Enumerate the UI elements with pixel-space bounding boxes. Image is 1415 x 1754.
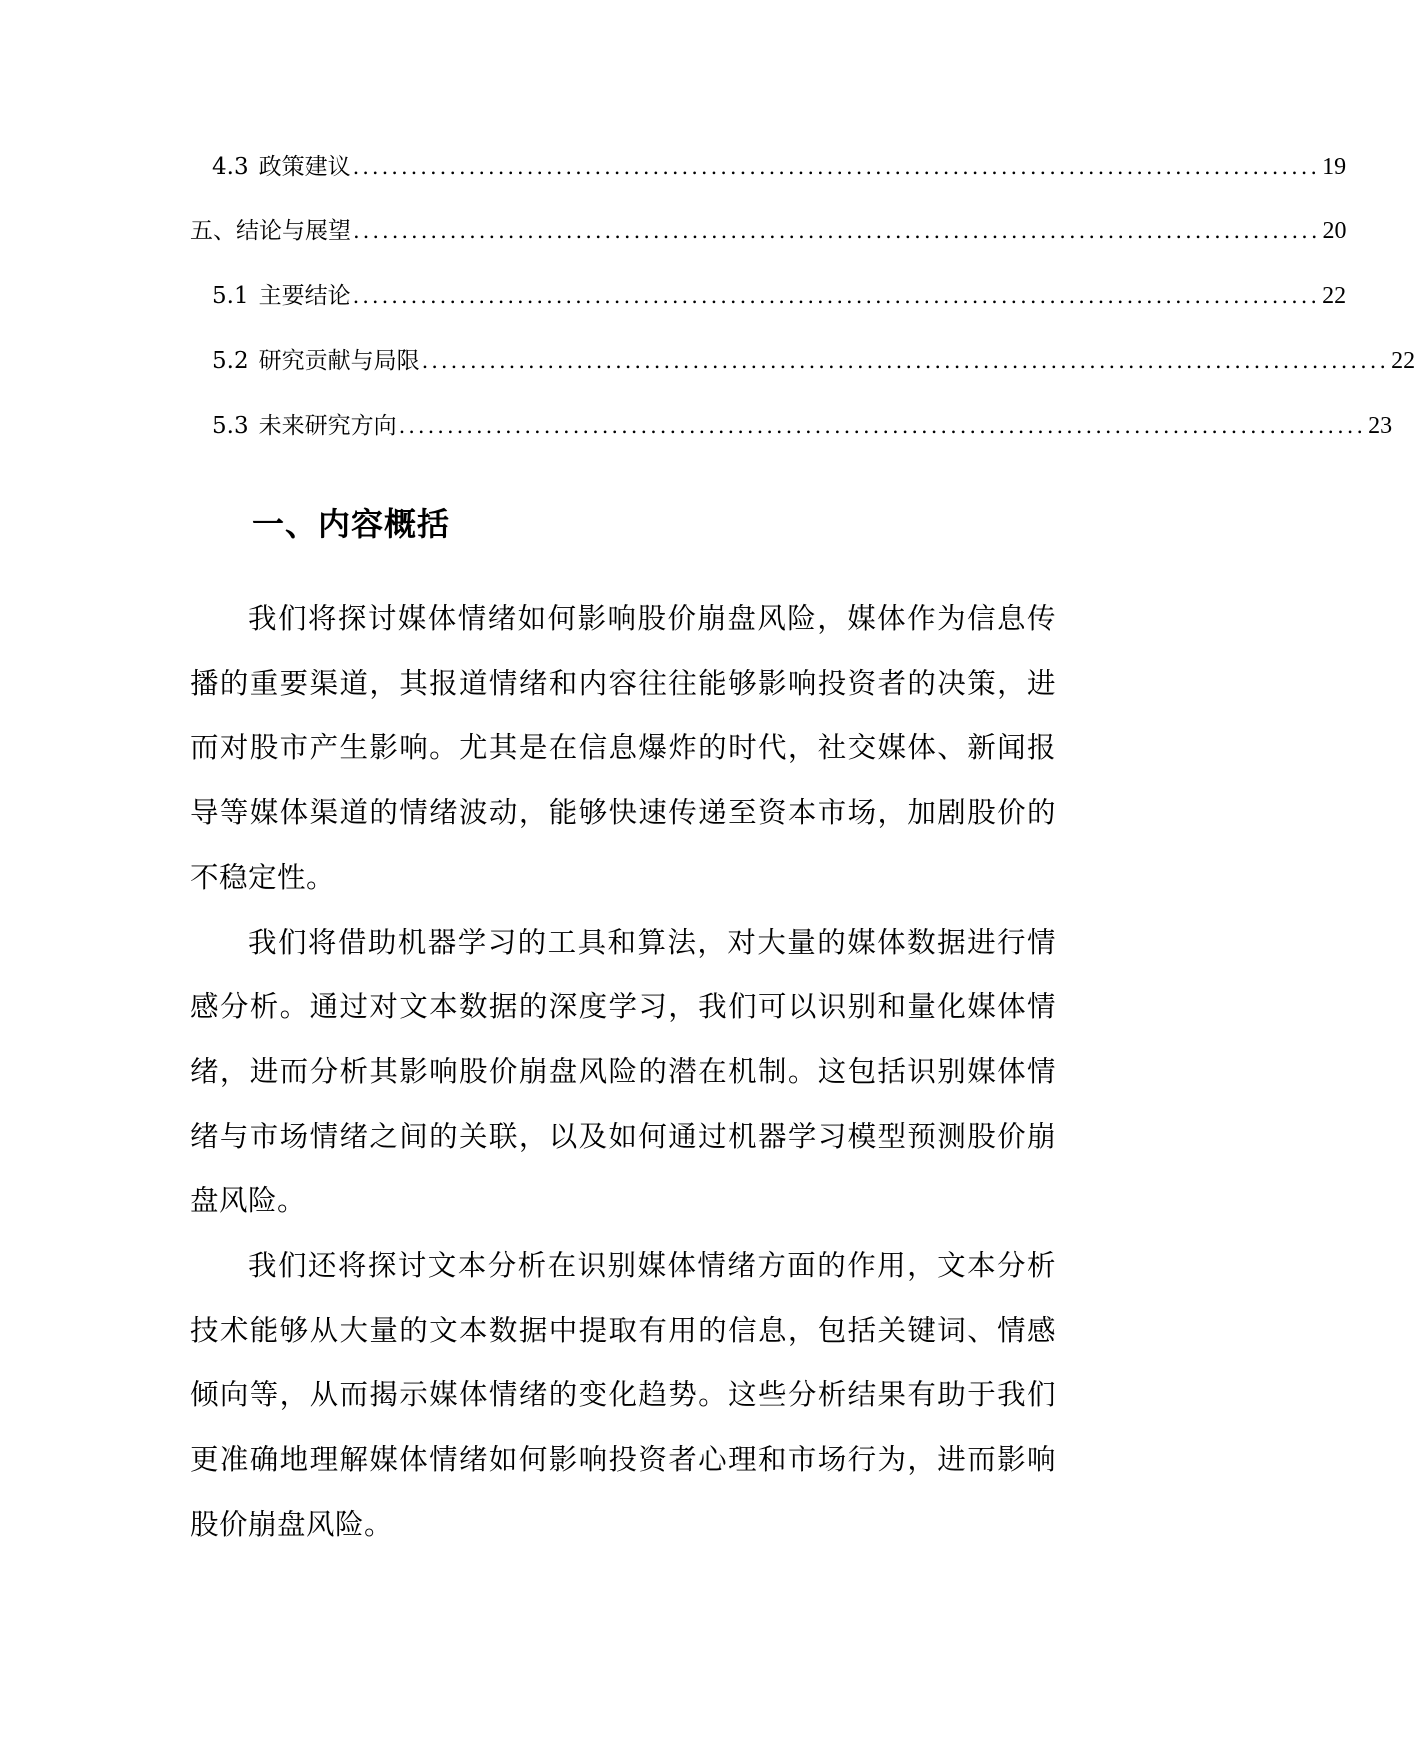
toc-entry-number: 5.3 [212, 413, 249, 439]
section-heading: 一、内容概括 [252, 505, 451, 543]
toc-entry-page: 19 [1322, 154, 1347, 180]
toc-dot-leader: .................................................................................................... [352, 155, 1321, 179]
toc-entry-title: 政策建议 [258, 154, 351, 180]
toc-entry[interactable] [212, 281, 1347, 311]
toc-entry-number: 5.1 [212, 283, 249, 309]
toc-dot-leader: .................................................................................................... [352, 284, 1321, 308]
toc-entry-title: 五、结论与展望 [190, 218, 351, 244]
toc-entry-page: 22 [1322, 283, 1347, 309]
toc-entry-page: 20 [1322, 218, 1347, 244]
paragraph: 我们将借助机器学习的工具和算法，对大量的媒体数据进行情感分析。通过对文本数据的深度学习，我们可以识别和量化媒体情绪，进而分析其影响股价崩盘风险的潜在机制。这包括识别媒体情绪与市场情绪之间的关联，以及如何通过机器学习模型预测股价崩盘风险。 [190, 925, 1056, 1218]
toc-entry[interactable] [212, 152, 1347, 182]
toc-dot-leader: .................................................................................................... [398, 414, 1367, 438]
toc-entry[interactable] [212, 346, 1415, 376]
toc-entry[interactable] [190, 216, 1347, 246]
section-body [190, 587, 1056, 1558]
paragraph: 我们将探讨媒体情绪如何影响股价崩盘风险，媒体作为信息传播的重要渠道，其报道情绪和内容往往能够影响投资者的决策，进而对股市产生影响。尤其是在信息爆炸的时代，社交媒体、新闻报导等媒体渠道的情绪波动，能够快速传递至资本市场，加剧股价的不稳定性。 [190, 602, 1056, 894]
toc-entry-title: 研究贡献与局限 [258, 348, 420, 374]
toc-dot-leader: .................................................................................................... [353, 219, 1321, 243]
paragraph: 我们还将探讨文本分析在识别媒体情绪方面的作用，文本分析技术能够从大量的文本数据中提取有用的信息，包括关键词、情感倾向等，从而揭示媒体情绪的变化趋势。这些分析结果有助于我们更准确地理解媒体情绪如何影响投资者心理和市场行为，进而影响股价崩盘风险。 [190, 1249, 1056, 1541]
toc-entry-title: 未来研究方向 [258, 413, 397, 439]
toc-entry-page: 22 [1391, 348, 1415, 374]
toc-entry-number: 4.3 [212, 154, 249, 180]
toc-entry[interactable] [212, 411, 1393, 441]
toc-entry-number: 5.2 [212, 348, 249, 374]
toc-entry-title: 主要结论 [258, 283, 351, 309]
toc-dot-leader: .................................................................................................... [421, 349, 1390, 373]
toc-entry-page: 23 [1368, 413, 1393, 439]
